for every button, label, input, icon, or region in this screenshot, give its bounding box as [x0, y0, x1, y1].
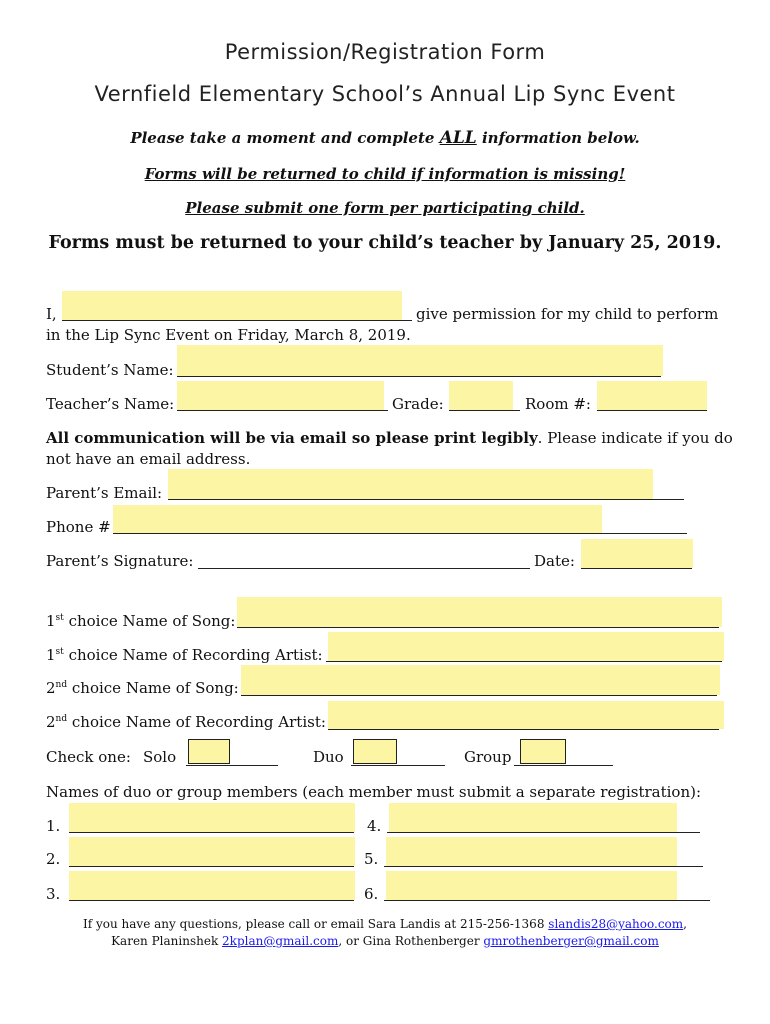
note-one-form: Please submit one form per participating child.: [185, 199, 585, 217]
member-4-label: 4.: [367, 817, 382, 835]
solo-checkbox[interactable]: [188, 739, 230, 764]
footer-contact-line1: If you have any questions, please call or email Sara Landis at 215-256-1368 slandis28@yahoo.com,: [83, 917, 687, 931]
member-4-field[interactable]: [389, 803, 677, 832]
first-song-line: [237, 627, 719, 628]
member-5-line: [384, 866, 703, 867]
note-missing-info: Forms will be returned to child if information is missing!: [144, 165, 626, 183]
phone-field[interactable]: [113, 505, 602, 533]
teacher-name-field[interactable]: [177, 381, 384, 410]
form-subtitle: Vernfield Elementary School’s Annual Lip Sync Event: [94, 82, 676, 106]
first-artist-line: [326, 661, 722, 662]
members-intro: Names of duo or group members (each member must submit a separate registration):: [46, 783, 702, 801]
member-2-line: [69, 866, 354, 867]
student-name-line: [177, 376, 661, 377]
parent-email-label: Parent’s Email:: [46, 484, 163, 502]
communication-note-line2: not have an email address.: [46, 450, 251, 468]
duo-checkbox[interactable]: [353, 739, 397, 764]
duo-line: [351, 765, 445, 766]
member-3-field[interactable]: [69, 871, 355, 900]
solo-label: Solo: [143, 748, 177, 766]
teacher-name-label: Teacher’s Name:: [46, 395, 175, 413]
member-4-line: [387, 832, 700, 833]
signature-line[interactable]: [198, 568, 530, 569]
member-6-line: [384, 900, 710, 901]
member-6-label: 6.: [364, 885, 379, 903]
second-song-label: 2nd choice Name of Song:: [46, 679, 239, 697]
first-artist-field[interactable]: [328, 632, 724, 661]
teacher-name-line: [177, 410, 388, 411]
grade-line: [449, 410, 520, 411]
date-line: [581, 568, 692, 569]
group-label: Group: [464, 748, 512, 766]
group-line: [514, 765, 613, 766]
member-3-label: 3.: [46, 885, 61, 903]
form-title: Permission/Registration Form: [224, 40, 546, 64]
member-6-field[interactable]: [386, 871, 677, 900]
phone-line: [113, 533, 687, 534]
guardian-name-field[interactable]: [62, 291, 402, 320]
signature-label: Parent’s Signature:: [46, 552, 194, 570]
student-name-field[interactable]: [177, 345, 663, 376]
email-link-slandis[interactable]: slandis28@yahoo.com: [548, 917, 684, 931]
member-2-label: 2.: [46, 850, 61, 868]
member-5-label: 5.: [364, 850, 379, 868]
note-complete-all: Please take a moment and complete ALL information below.: [130, 128, 640, 148]
member-1-field[interactable]: [69, 803, 355, 832]
member-1-label: 1.: [46, 817, 61, 835]
grade-label: Grade:: [392, 395, 444, 413]
grade-field[interactable]: [449, 381, 513, 410]
student-name-label: Student’s Name:: [46, 361, 174, 379]
member-2-field[interactable]: [69, 837, 355, 866]
permission-prefix: I,: [46, 305, 57, 323]
room-label: Room #:: [525, 395, 591, 413]
permission-suffix: give permission for my child to perform: [416, 305, 719, 323]
second-song-line: [241, 695, 717, 696]
communication-note: All communication will be via email so please print legibly. Please indicate if you do: [46, 429, 733, 447]
first-song-field[interactable]: [237, 597, 722, 627]
second-song-field[interactable]: [241, 665, 720, 695]
check-one-label: Check one:: [46, 748, 131, 766]
parent-email-line: [168, 499, 684, 500]
second-artist-line: [328, 729, 719, 730]
member-1-line: [69, 832, 354, 833]
deadline-notice: Forms must be returned to your child’s teacher by January 25, 2019.: [48, 233, 722, 253]
group-checkbox[interactable]: [520, 739, 566, 764]
permission-line2: in the Lip Sync Event on Friday, March 8, 2019.: [46, 326, 411, 344]
date-label: Date:: [534, 552, 575, 570]
guardian-name-line: [62, 320, 412, 321]
phone-label: Phone #: [46, 518, 111, 536]
duo-label: Duo: [313, 748, 344, 766]
solo-line: [186, 765, 278, 766]
first-song-label: 1st choice Name of Song:: [46, 612, 236, 630]
parent-email-field[interactable]: [168, 469, 653, 499]
member-3-line: [69, 900, 354, 901]
date-field[interactable]: [581, 539, 693, 568]
second-artist-label: 2nd choice Name of Recording Artist:: [46, 713, 326, 731]
email-link-gmrothenberger[interactable]: gmrothenberger@gmail.com: [483, 934, 659, 948]
first-artist-label: 1st choice Name of Recording Artist:: [46, 646, 323, 664]
email-link-kplan[interactable]: 2kplan@gmail.com: [222, 934, 339, 948]
second-artist-field[interactable]: [328, 701, 724, 729]
footer-contact-line2: Karen Planinshek 2kplan@gmail.com, or Gina Rothenberger gmrothenberger@gmail.com: [111, 934, 659, 948]
member-5-field[interactable]: [386, 837, 677, 866]
room-field[interactable]: [597, 381, 707, 410]
room-line: [597, 410, 707, 411]
